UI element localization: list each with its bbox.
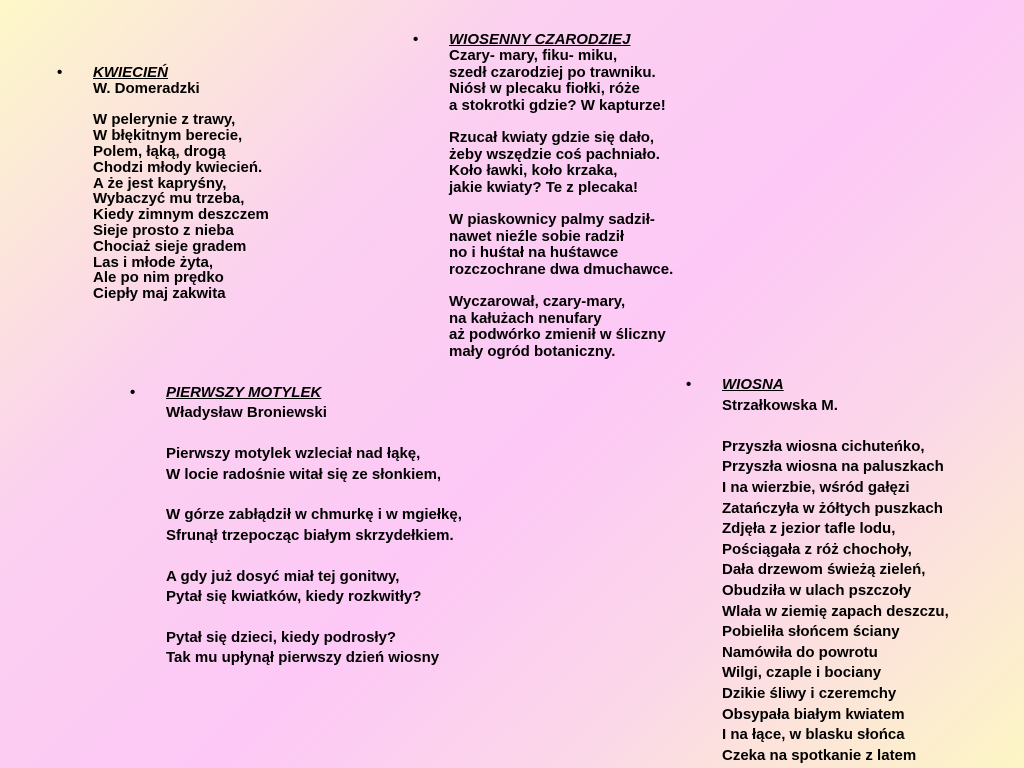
- poem-line: na kałużach nenufary: [449, 309, 602, 327]
- poem-wiosenny-czarodziej: [413, 31, 674, 360]
- poem-line: Polem, łąką, drogą: [93, 142, 226, 160]
- poem-line: Chodzi młody kwiecień.: [93, 158, 263, 176]
- poem-line: A że jest kapryśny,: [93, 174, 227, 192]
- poem-line: Las i młode żyta,: [93, 253, 214, 271]
- poem-line: Zdjęła z jezior tafle lodu,: [722, 520, 896, 538]
- poem-line: W locie radośnie witał się ze słonkiem,: [166, 465, 442, 483]
- poem-title: WIOSNA: [722, 376, 784, 393]
- poem-author: Władysław Broniewski: [166, 404, 327, 422]
- poem-line: W piaskownicy palmy sadził-: [449, 211, 655, 229]
- poem-author: Strzałkowska M.: [722, 396, 838, 414]
- poem-line: A gdy już dosyć miał tej gonitwy,: [166, 567, 400, 585]
- bullet-icon: •: [686, 376, 692, 393]
- poem-line: W górze zabłądził w chmurkę i w mgiełkę,: [166, 506, 462, 524]
- poem-line: aż podwórko zmienił w śliczny: [449, 326, 666, 344]
- poem-line: Przyszła wiosna cichuteńko,: [722, 437, 925, 455]
- stanza-gap: [166, 546, 462, 566]
- poem-line: szedł czarodziej po trawniku.: [449, 63, 656, 81]
- poem-line: Dała drzewom świeżą zieleń,: [722, 561, 926, 579]
- poem-line: Sfrunął trzepocząc białym skrzydełkiem.: [166, 526, 454, 544]
- poem-line: Pobieliła słońcem ściany: [722, 623, 900, 641]
- poem-title: KWIECIEŃ: [93, 64, 168, 81]
- stanza-gap: [93, 97, 269, 113]
- poem-line: Kiedy zimnym deszczem: [93, 206, 269, 224]
- poem-line: a stokrotki gdzie? W kapturze!: [449, 96, 666, 114]
- poem-line: Chociaż sieje gradem: [93, 237, 247, 255]
- poem-line: W pelerynie z trawy,: [93, 111, 236, 129]
- poem-line: Pierwszy motylek wzleciał nad łąkę,: [166, 445, 421, 463]
- poem-line: Rzucał kwiaty gdzie się dało,: [449, 129, 655, 147]
- poem-line: Niósł w plecaku fiołki, róże: [449, 80, 640, 98]
- poem-line: Wybaczyć mu trzeba,: [93, 190, 245, 208]
- poem-line: Tak mu upłynął pierwszy dzień wiosny: [166, 649, 440, 667]
- bullet-icon: •: [130, 384, 136, 401]
- poem-line: no i huśtał na huśtawce: [449, 244, 619, 262]
- stanza-gap: [449, 196, 673, 212]
- poem-line: Wlała w ziemię zapach deszczu,: [722, 602, 949, 620]
- poem-line: Pościągała z róż chochoły,: [722, 540, 912, 558]
- poem-title: PIERWSZY MOTYLEK: [166, 384, 322, 401]
- poem-kwiecien: [57, 64, 269, 303]
- poem-line: I na łące, w blasku słońca: [722, 726, 905, 744]
- poem-line: nawet nieźle sobie radził: [449, 227, 625, 245]
- poem-line: rozczochrane dwa dmuchawce.: [449, 260, 674, 278]
- poem-line: Obsypała białym kwiatem: [722, 705, 905, 723]
- poem-line: Koło ławki, koło krzaka,: [449, 162, 618, 180]
- poem-wiosna: [686, 375, 949, 766]
- stanza-gap: [166, 424, 462, 444]
- poem-line: Czeka na spotkanie z latem: [722, 746, 917, 764]
- poem-line: Wilgi, czaple i bociany: [722, 664, 882, 682]
- poem-line: Ciepły maj zakwita: [93, 285, 226, 303]
- stanza-gap: [449, 278, 673, 294]
- poem-line: żeby wszędzie coś pachniało.: [449, 145, 660, 163]
- poem-line: Ale po nim prędko: [93, 269, 224, 287]
- stanza-gap: [449, 114, 673, 130]
- stanza-gap: [722, 416, 949, 437]
- poem-line: mały ogród botaniczny.: [449, 342, 616, 360]
- poem-line: W błękitnym berecie,: [93, 127, 243, 145]
- poem-line: I na wierzbie, wśród gałęzi: [722, 478, 910, 496]
- poem-pierwszy-motylek: [130, 383, 462, 669]
- poem-line: Przyszła wiosna na paluszkach: [722, 458, 944, 476]
- poem-line: Dzikie śliwy i czeremchy: [722, 684, 897, 702]
- poem-line: Sieje prosto z nieba: [93, 221, 234, 239]
- bullet-icon: •: [57, 64, 63, 81]
- poem-author: W. Domeradzki: [93, 79, 200, 97]
- poem-line: Pytał się dzieci, kiedy podrosły?: [166, 628, 397, 646]
- stanza-gap: [166, 485, 462, 505]
- poem-line: Namówiła do powrotu: [722, 643, 878, 661]
- poem-title: WIOSENNY CZARODZIEJ: [449, 31, 631, 48]
- poem-line: Pytał się kwiatków, kiedy rozkwitły?: [166, 588, 422, 606]
- poem-line: Obudziła w ulach pszczoły: [722, 581, 912, 599]
- poem-line: jakie kwiaty? Te z plecaka!: [449, 178, 638, 196]
- stanza-gap: [166, 607, 462, 627]
- poem-line: Wyczarował, czary-mary,: [449, 293, 626, 311]
- poem-line: Czary- mary, fiku- miku,: [449, 47, 618, 65]
- poem-line: Zatańczyła w żółtych puszkach: [722, 499, 943, 517]
- bullet-icon: •: [413, 31, 419, 48]
